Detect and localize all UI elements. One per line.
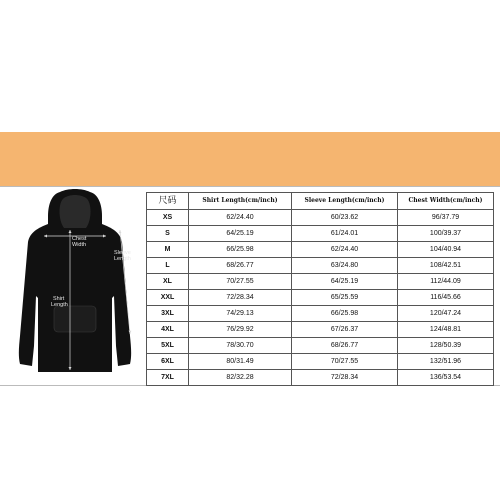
size-cell: XL (147, 274, 189, 290)
shirt-label-2: Length (51, 302, 68, 308)
shirt-length-cell: 68/26.77 (189, 258, 292, 274)
header-band (0, 132, 500, 186)
size-table (146, 192, 494, 386)
chest-width-cell: 108/42.51 (398, 258, 494, 274)
shirt-length-cell: 82/32.28 (189, 370, 292, 386)
chest-label-2: Width (72, 242, 87, 248)
sleeve-length-cell: 65/25.59 (292, 290, 398, 306)
hoodie-diagram (8, 186, 146, 384)
header-chest-width: Chest Width(cm/inch) (398, 193, 494, 210)
chest-label-1: Chest (72, 236, 87, 242)
sleeve-length-cell: 63/24.80 (292, 258, 398, 274)
shirt-length-cell: 64/25.19 (189, 226, 292, 242)
chest-width-cell: 128/50.39 (398, 338, 494, 354)
table-row (147, 354, 494, 370)
table-row (147, 210, 494, 226)
shirt-length-cell: 76/29.92 (189, 322, 292, 338)
sleeve-label-1: Sleeve (114, 250, 131, 256)
shirt-length-cell: 80/31.49 (189, 354, 292, 370)
chest-width-cell: 136/53.54 (398, 370, 494, 386)
shirt-length-cell: 70/27.55 (189, 274, 292, 290)
size-cell: XXL (147, 290, 189, 306)
table-row (147, 290, 494, 306)
header-sleeve-length: Sleeve Length(cm/inch) (292, 193, 398, 210)
sleeve-length-cell: 60/23.62 (292, 210, 398, 226)
chest-width-cell: 124/48.81 (398, 322, 494, 338)
hoodie-image (8, 186, 146, 384)
size-cell: 6XL (147, 354, 189, 370)
chest-width-cell: 112/44.09 (398, 274, 494, 290)
sleeve-length-cell: 67/26.37 (292, 322, 398, 338)
table-header-row (147, 193, 494, 210)
sleeve-length-cell: 62/24.40 (292, 242, 398, 258)
size-cell: M (147, 242, 189, 258)
sleeve-label-2: Length (114, 256, 131, 262)
chest-width-cell: 132/51.96 (398, 354, 494, 370)
chest-width-cell: 104/40.94 (398, 242, 494, 258)
shirt-length-cell: 66/25.98 (189, 242, 292, 258)
shirt-length-cell: 62/24.40 (189, 210, 292, 226)
chest-width-cell: 120/47.24 (398, 306, 494, 322)
chest-width-cell: 96/37.79 (398, 210, 494, 226)
shirt-length-cell: 78/30.70 (189, 338, 292, 354)
sleeve-length-cell: 66/25.98 (292, 306, 398, 322)
table-row (147, 258, 494, 274)
table-row (147, 242, 494, 258)
size-cell: 3XL (147, 306, 189, 322)
header-shirt-length: Shirt Length(cm/inch) (189, 193, 292, 210)
shirt-label-1: Shirt (53, 296, 65, 302)
chest-width-cell: 116/45.66 (398, 290, 494, 306)
size-cell: 5XL (147, 338, 189, 354)
sleeve-length-cell: 72/28.34 (292, 370, 398, 386)
pocket (54, 306, 96, 332)
table-row (147, 274, 494, 290)
size-cell: S (147, 226, 189, 242)
sleeve-length-cell: 64/25.19 (292, 274, 398, 290)
size-cell: L (147, 258, 189, 274)
hood-opening (60, 195, 91, 228)
table-row (147, 338, 494, 354)
sleeve-length-cell: 70/27.55 (292, 354, 398, 370)
size-cell: XS (147, 210, 189, 226)
table-row (147, 306, 494, 322)
table-row (147, 226, 494, 242)
table-row (147, 370, 494, 386)
size-cell: 7XL (147, 370, 189, 386)
table-row (147, 322, 494, 338)
sleeve-length-cell: 68/26.77 (292, 338, 398, 354)
shirt-length-cell: 74/29.13 (189, 306, 292, 322)
chest-width-cell: 100/39.37 (398, 226, 494, 242)
header-size: 尺码 (147, 193, 189, 210)
shirt-length-cell: 72/28.34 (189, 290, 292, 306)
size-cell: 4XL (147, 322, 189, 338)
sleeve-length-cell: 61/24.01 (292, 226, 398, 242)
